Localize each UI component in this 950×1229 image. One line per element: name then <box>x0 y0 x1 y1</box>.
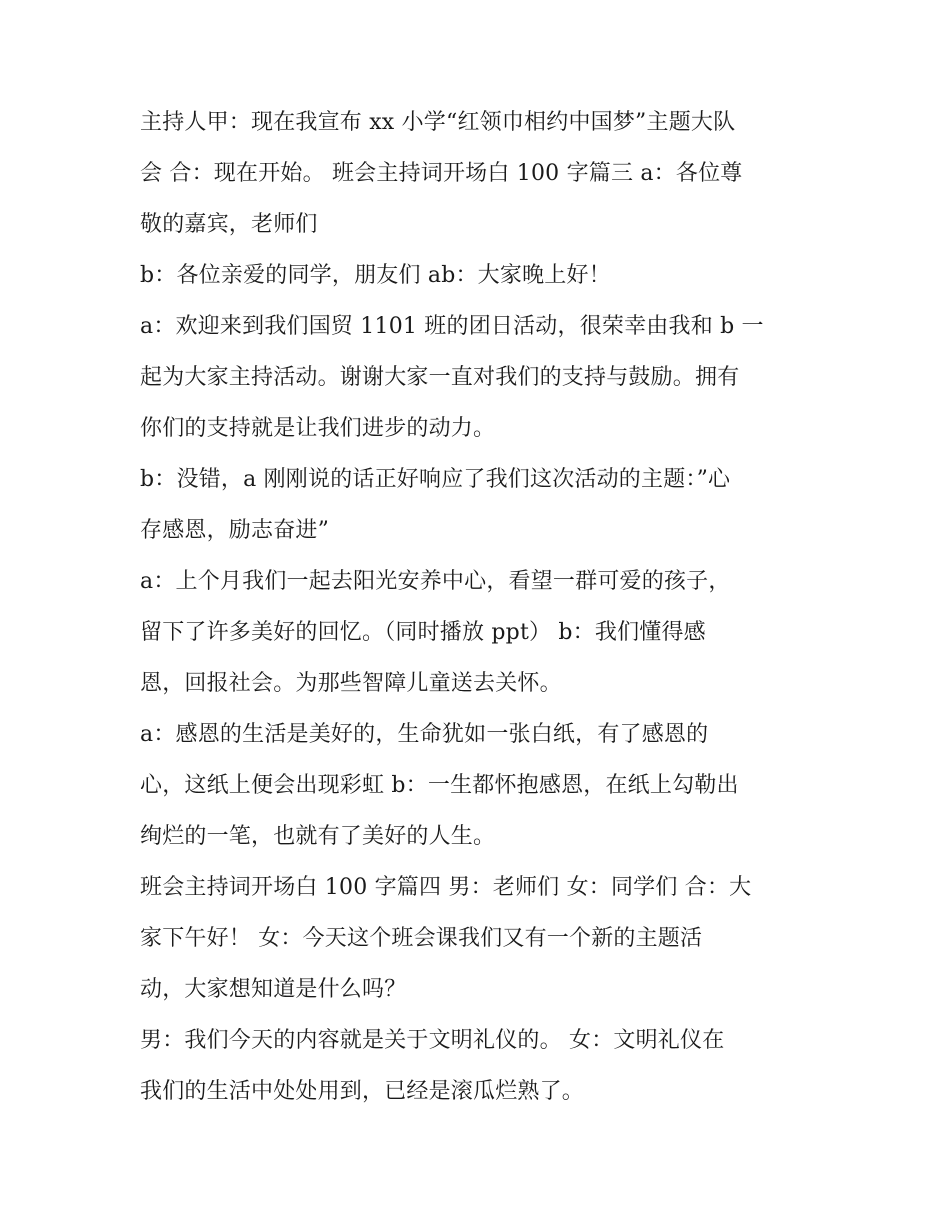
text-line: 绚烂的一笔，也就有了美好的人生。 <box>140 824 496 849</box>
text-line: 敬的嘉宾，老师们 <box>140 212 318 237</box>
text-line: 恩，回报社会。为那些智障儿童送去关怀。 <box>140 671 562 696</box>
text-line: 存感恩，励志奋进” <box>140 518 330 543</box>
text-line: 留下了许多美好的回忆。（同时播放 ppt） b：我们懂得感 <box>140 620 706 645</box>
text-line: 男：我们今天的内容就是关于文明礼仪的。 女：文明礼仪在 <box>140 1028 725 1053</box>
text-line: 家下午好！ 女：今天这个班会课我们又有一个新的主题活 <box>140 926 703 951</box>
text-line: b：没错，a 刚刚说的话正好响应了我们这次活动的主题：”心 <box>140 467 731 492</box>
text-line: 心，这纸上便会出现彩虹 b：一生都怀抱感恩，在纸上勾勒出 <box>140 773 739 798</box>
text-line: 会 合：现在开始。 班会主持词开场白 100 字篇三 a：各位尊 <box>140 161 743 186</box>
text-line: 我们的生活中处处用到，已经是滚瓜烂熟了。 <box>140 1079 585 1104</box>
text-line: a：感恩的生活是美好的，生命犹如一张白纸，有了感恩的 <box>140 722 709 747</box>
text-line: 班会主持词开场白 100 字篇四 男：老师们 女：同学们 合：大 <box>140 875 752 900</box>
text-line: 主持人甲：现在我宣布 xx 小学“红领巾相约中国梦”主题大队 <box>140 110 736 135</box>
text-line: a：上个月我们一起去阳光安养中心，看望一群可爱的孩子， <box>140 569 731 594</box>
text-line: b：各位亲爱的同学，朋友们 ab：大家晚上好！ <box>140 263 611 288</box>
text-line: a：欢迎来到我们国贸 1101 班的团日活动，很荣幸由我和 b 一 <box>140 314 764 339</box>
text-line: 起为大家主持活动。谢谢大家一直对我们的支持与鼓励。拥有 <box>140 365 740 390</box>
text-line: 动，大家想知道是什么吗？ <box>140 977 407 1002</box>
text-line: 你们的支持就是让我们进步的动力。 <box>140 416 496 441</box>
